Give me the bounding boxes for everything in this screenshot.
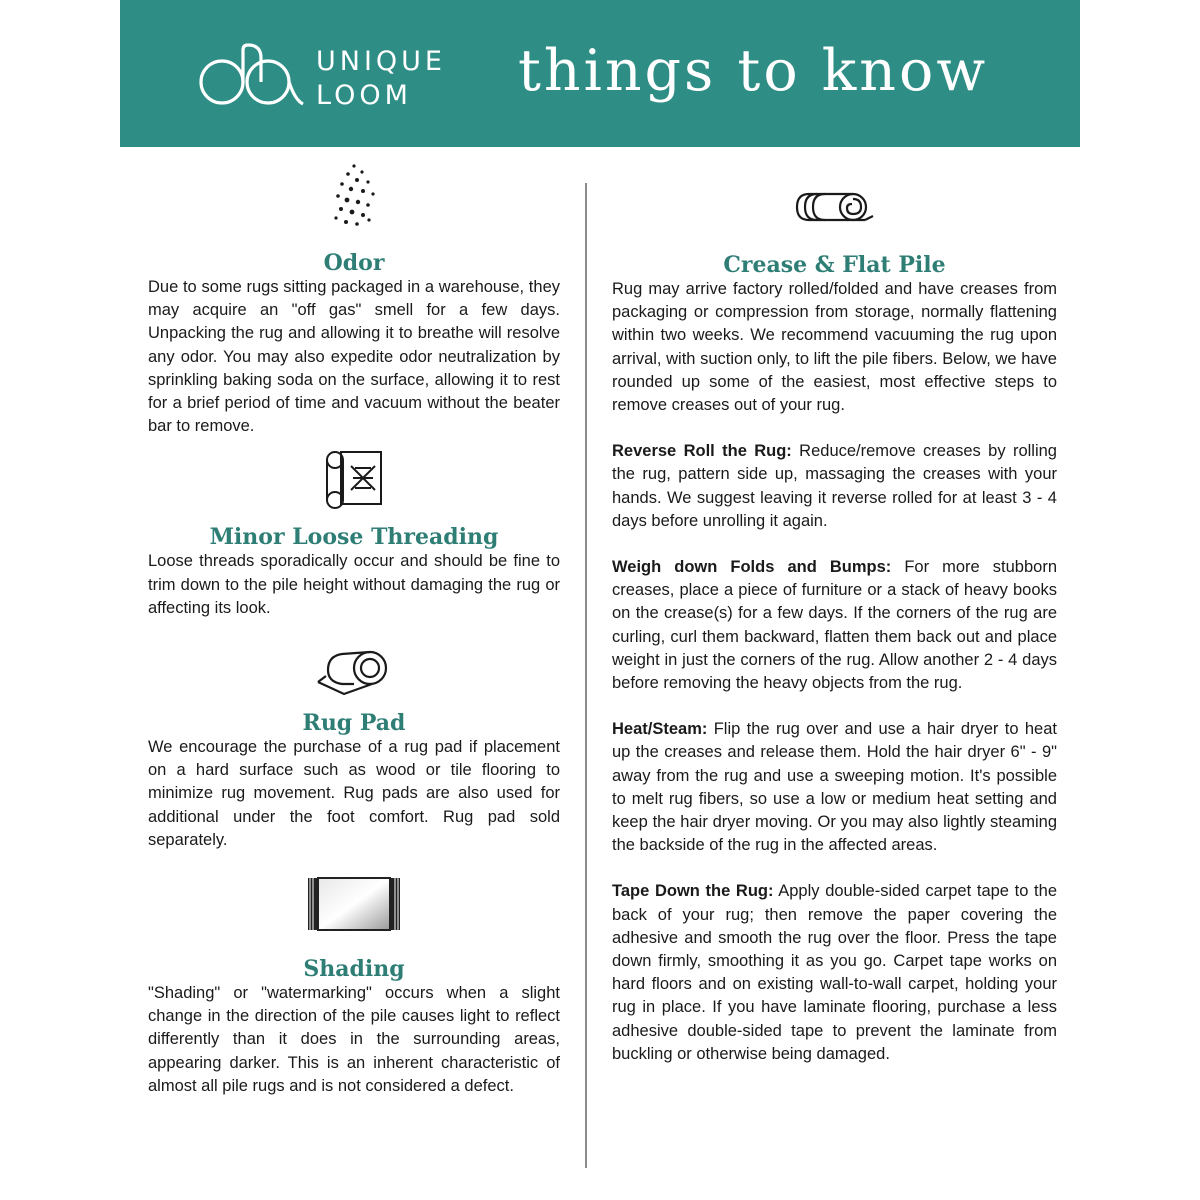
brand-name-line1: UNIQUE	[316, 46, 446, 77]
scattered-dots-icon	[324, 160, 384, 232]
crease-section	[612, 190, 1057, 417]
shading-body: "Shading" or "watermarking" occurs when a slight change in the direction of the pile causes light to reflect differently than it does in the surrounding areas, appearing darker. This is an inherent characteristic of almost all pile rugs and is not considered a defect.	[148, 984, 560, 1095]
step-heat-steam	[612, 718, 1057, 857]
page-title: things to know	[518, 38, 989, 104]
unique-loom-logo-icon	[195, 40, 305, 112]
rolled-rug-icon	[795, 190, 875, 224]
threading-title: Minor Loose Threading	[209, 524, 499, 551]
threading-body: Loose threads sporadically occur and should be fine to trim down to the pile height without damaging the rug or affecting its look.	[148, 552, 560, 617]
step-label: Weigh down Folds and Bumps:	[612, 558, 892, 577]
header-banner	[120, 0, 1080, 147]
step-label: Heat/Steam:	[612, 720, 708, 739]
odor-section	[148, 160, 560, 438]
crease-intro: Rug may arrive factory rolled/folded and have creases from packaging or compression from storage, normally flattening within two weeks. We recommend vacuuming the rug upon arrival, with suction only, to lift the pile fibers. Below, we have rounded up some of the easiest, most effective steps to remove creases out of your rug.	[612, 280, 1057, 415]
shaded-rug-icon	[306, 874, 402, 934]
shading-title: Shading	[303, 956, 405, 983]
step-label: Tape Down the Rug:	[612, 882, 774, 901]
step-text: Reduce/remove creases by rolling the rug, pattern side up, massaging the creases with your hands. We suggest leaving it reverse rolled for at least 3 - 4 days before unrolling it again.	[612, 442, 1057, 530]
step-text: Apply double-sided carpet tape to the back of your rug; then remove the paper covering the adhesive and smooth the rug over the floor. Press the tape down firmly, smoothing it as you go. Carpet tape works on hard floors and on existing wall-to-wall carpet, holding your rug in place. If you have laminate flooring, purchase a less adhesive double-sided tape to prevent the laminate from buckling or otherwise being damaged.	[612, 882, 1057, 1063]
step-text: For more stubborn creases, place a piece of furniture or a stack of heavy books on the crease(s) for a few days. If the corners of the rug are curling, curl them backward, flatten them back out and place weight in just the corners of the rug. Allow another 2 - 4 days before removing the heavy objects from the rug.	[612, 558, 1057, 693]
step-label: Reverse Roll the Rug:	[612, 442, 792, 461]
crease-title: Crease & Flat Pile	[723, 252, 946, 278]
rug-pad-section	[148, 648, 560, 852]
right-column	[612, 190, 1057, 1066]
shading-section	[148, 874, 560, 1098]
column-divider	[585, 183, 587, 1168]
threading-section	[148, 446, 560, 620]
step-reverse-roll	[612, 440, 1057, 533]
step-weigh-down	[612, 556, 1057, 695]
rolled-pad-icon	[314, 648, 394, 698]
step-tape-down	[612, 880, 1057, 1066]
brand-name-line2: LOOM	[316, 80, 412, 111]
rug-pad-title: Rug Pad	[302, 710, 406, 737]
odor-body: Due to some rugs sitting packaged in a warehouse, they may acquire an "off gas" smell for a few days. Unpacking the rug and allowing it to breathe will resolve any odor. You may also expedite odor neutralization by sprinkling baking soda on the surface, allowing it to rest for a brief period of time and vacuum without the beater bar to remove.	[148, 278, 560, 436]
rug-thread-icon	[321, 446, 387, 514]
left-column	[148, 160, 560, 1098]
odor-title: Odor	[323, 250, 385, 276]
step-text: Flip the rug over and use a hair dryer to heat up the creases and release them. Hold the hair dryer 6" - 9" away from the rug and use a sweeping motion. It's possible to melt rug fibers, so use a low or medium heat setting and keep the hair dryer moving. Or you may also lightly steaming the backside of the rug in the affected areas.	[612, 720, 1057, 855]
rug-pad-body: We encourage the purchase of a rug pad if placement on a hard surface such as wood or tile flooring to minimize rug movement. Rug pads are also used for additional under the foot comfort. Rug pad sold separately.	[148, 738, 560, 849]
